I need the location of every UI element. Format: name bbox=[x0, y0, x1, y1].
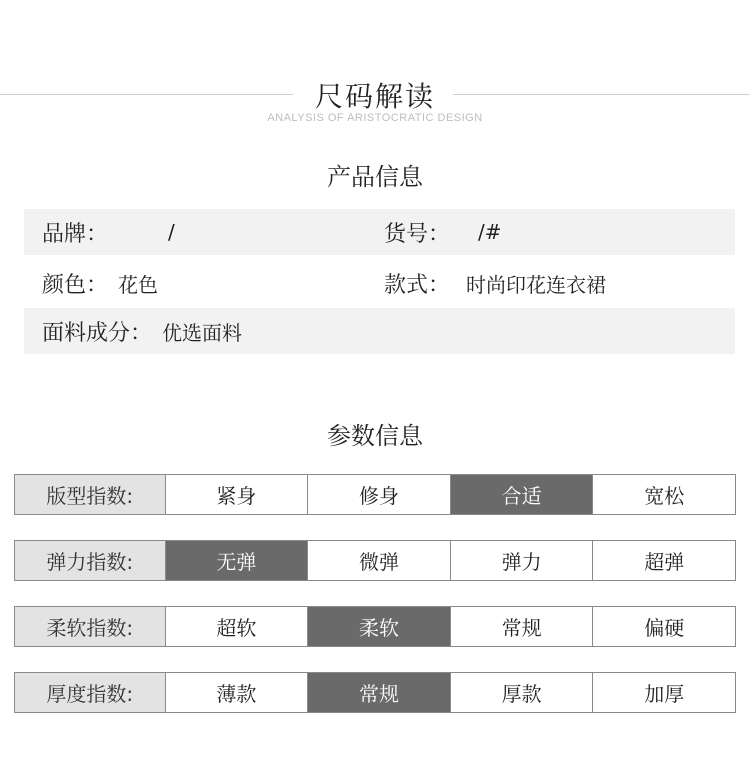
info-row-color bbox=[24, 260, 735, 306]
item-no-label: 货号： bbox=[384, 221, 451, 247]
page-title: 尺码解读 bbox=[314, 80, 435, 113]
page-subtitle: ANALYSIS OF ARISTOCRATIC DESIGN bbox=[267, 112, 483, 124]
parameters-title: 参数信息 bbox=[327, 422, 423, 450]
param-row-thickness bbox=[14, 672, 736, 713]
brand-label: 品牌： bbox=[42, 221, 109, 247]
param-option: 偏硬 bbox=[592, 607, 735, 646]
style-field bbox=[384, 260, 606, 306]
param-option: 薄款 bbox=[165, 673, 308, 712]
info-row-brand bbox=[24, 209, 735, 255]
param-row-elasticity bbox=[14, 540, 736, 581]
param-row-fit bbox=[14, 474, 736, 515]
param-label: 版型指数: bbox=[15, 475, 165, 514]
param-option: 超弹 bbox=[592, 541, 735, 580]
product-info-title: 产品信息 bbox=[327, 163, 423, 191]
info-row-material bbox=[24, 308, 735, 354]
brand-value: / bbox=[168, 220, 175, 244]
param-option-selected: 常规 bbox=[307, 673, 450, 712]
color-field bbox=[42, 260, 158, 306]
brand-field bbox=[42, 209, 175, 255]
param-label: 弹力指数: bbox=[15, 541, 165, 580]
color-label: 颜色： bbox=[42, 272, 109, 298]
param-option-selected: 合适 bbox=[450, 475, 593, 514]
item-no-field bbox=[384, 209, 502, 255]
param-option: 宽松 bbox=[592, 475, 735, 514]
material-label: 面料成分： bbox=[42, 320, 153, 346]
param-option: 加厚 bbox=[592, 673, 735, 712]
param-option: 微弹 bbox=[307, 541, 450, 580]
param-option: 弹力 bbox=[450, 541, 593, 580]
param-option: 常规 bbox=[450, 607, 593, 646]
param-option: 紧身 bbox=[165, 475, 308, 514]
material-value: 优选面料 bbox=[162, 320, 243, 345]
param-option-selected: 无弹 bbox=[165, 541, 308, 580]
param-option: 超软 bbox=[165, 607, 308, 646]
param-label: 柔软指数: bbox=[15, 607, 165, 646]
style-label: 款式： bbox=[384, 272, 451, 298]
material-field bbox=[42, 308, 242, 354]
style-value: 时尚印花连衣裙 bbox=[466, 272, 607, 297]
param-option: 厚款 bbox=[450, 673, 593, 712]
item-no-value: /# bbox=[478, 220, 502, 244]
param-row-softness bbox=[14, 606, 736, 647]
param-label: 厚度指数: bbox=[15, 673, 165, 712]
param-option-selected: 柔软 bbox=[307, 607, 450, 646]
page-header bbox=[0, 70, 750, 130]
param-option: 修身 bbox=[307, 475, 450, 514]
color-value: 花色 bbox=[118, 272, 159, 297]
